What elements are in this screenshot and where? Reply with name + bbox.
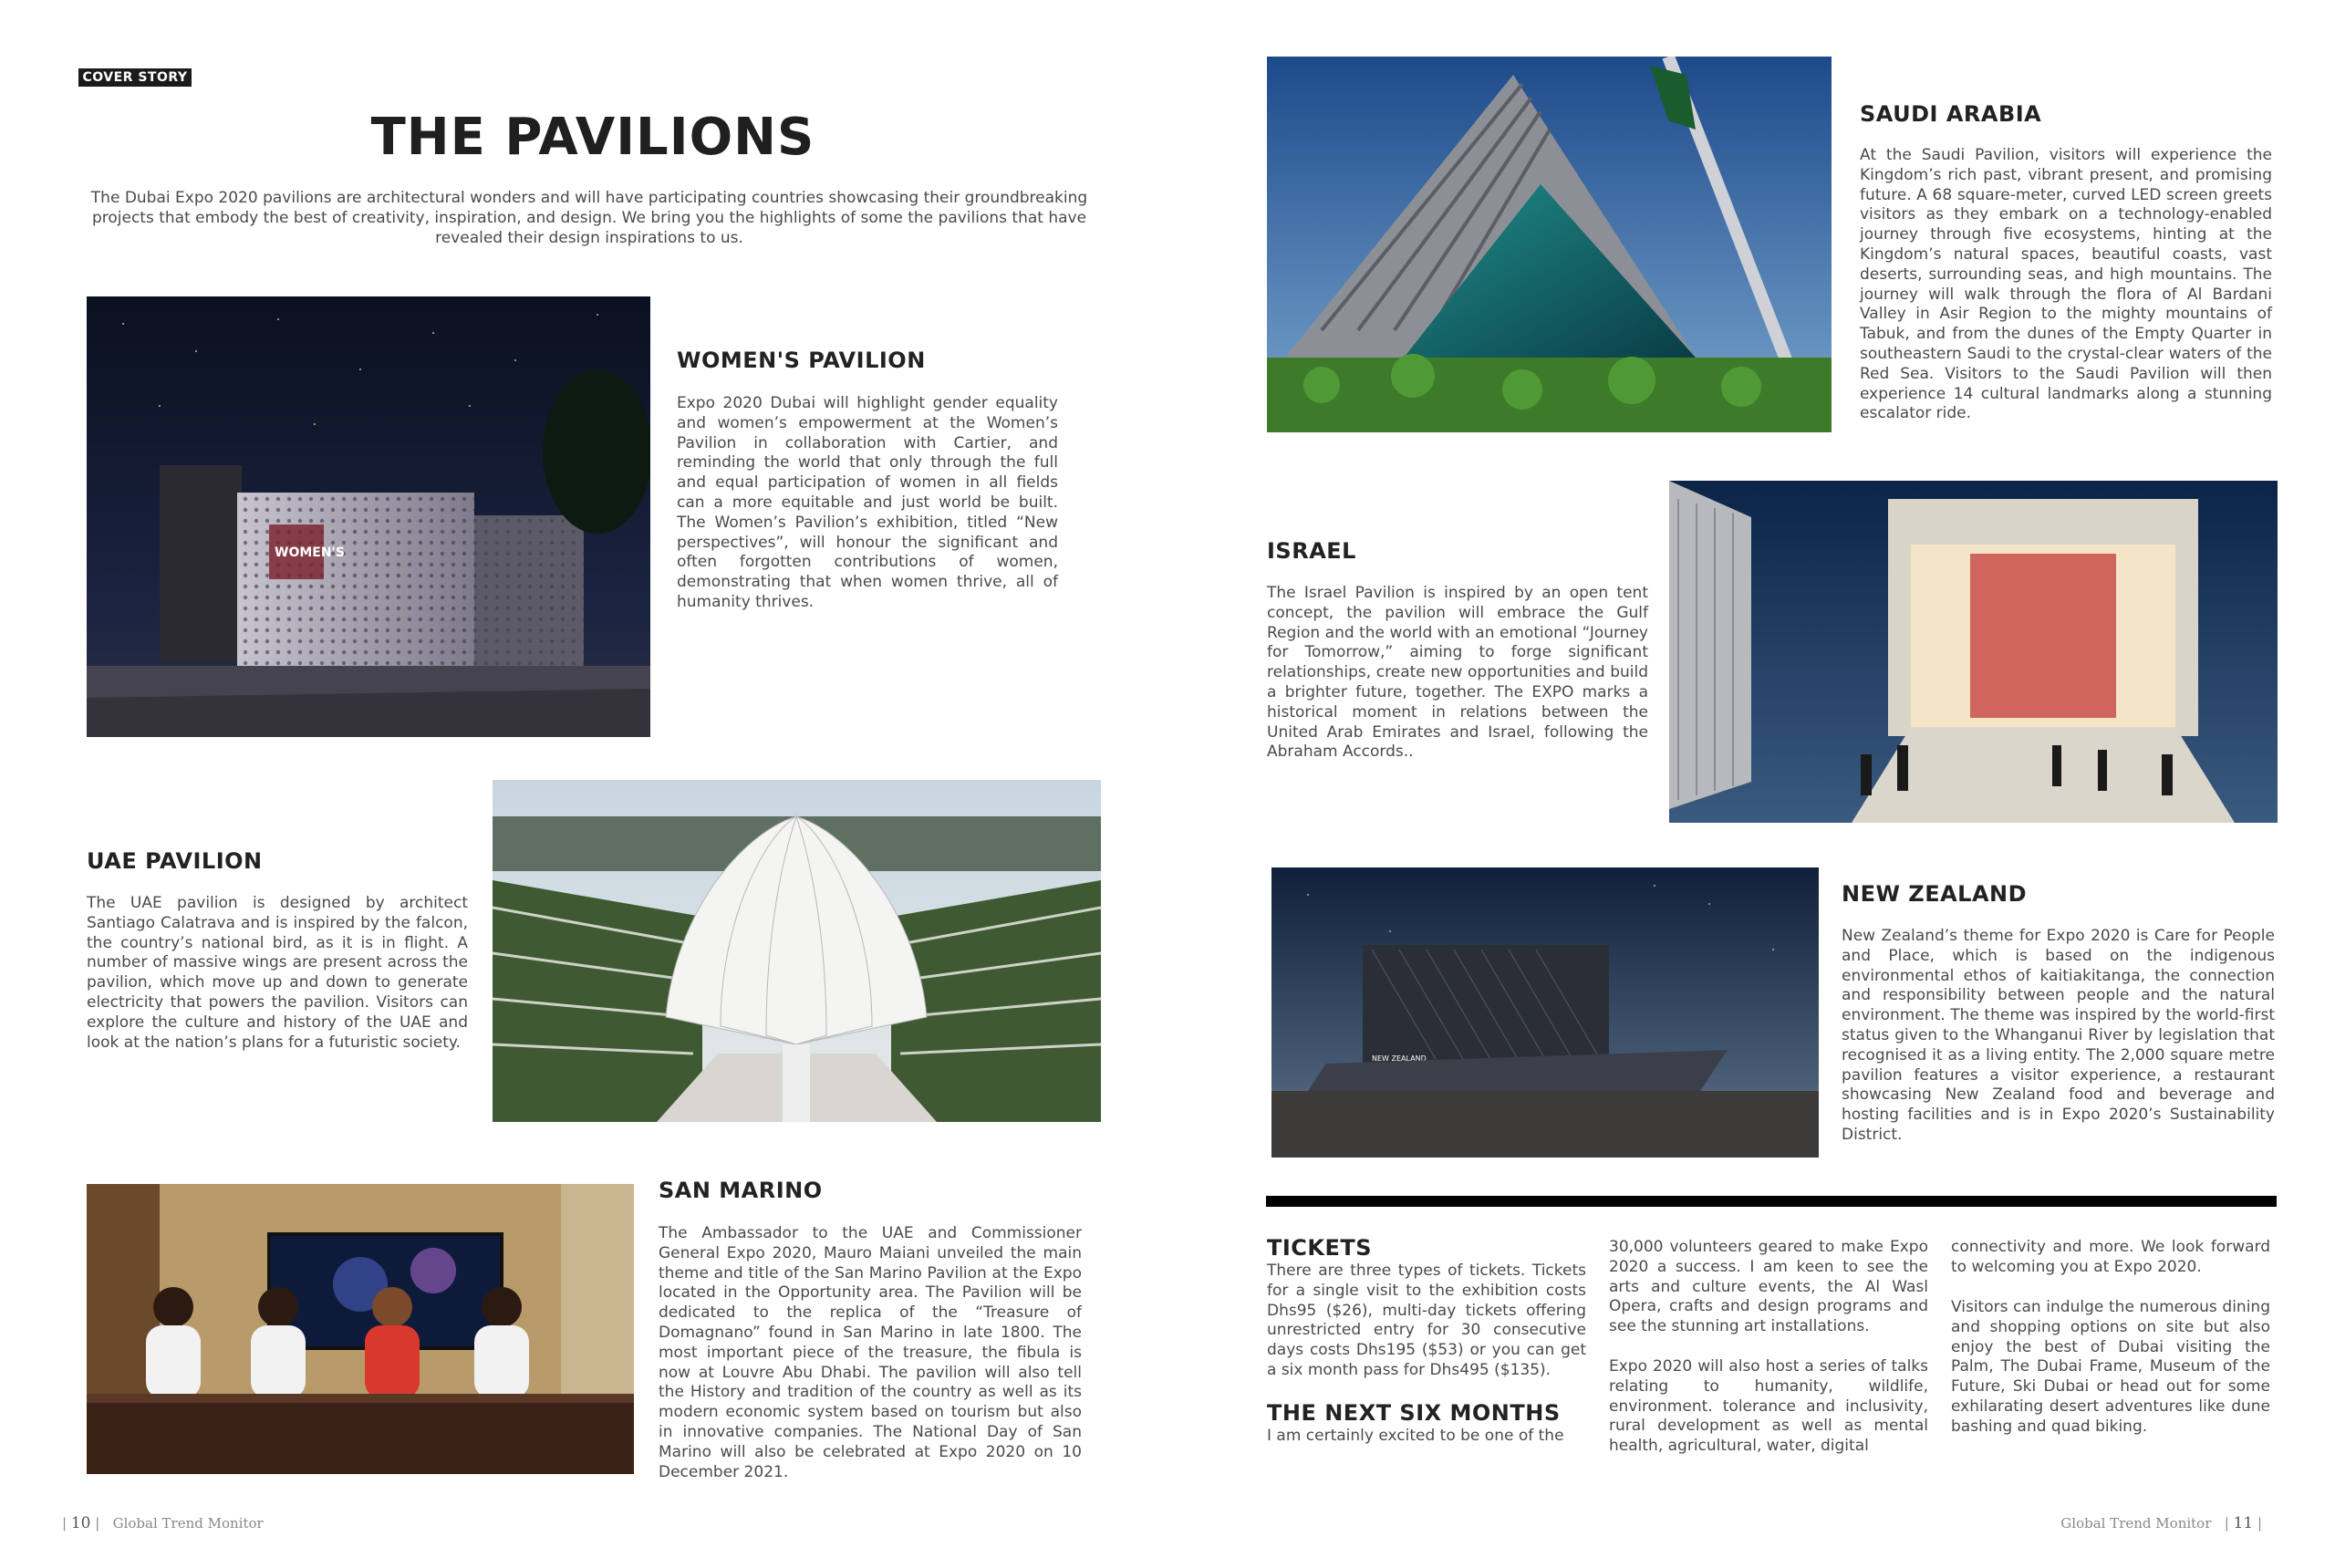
- womens-pavilion-text: Expo 2020 Dubai will highlight gender equality and women’s empowerment at the Women’s Pavilion in collaboration with Cartier, and reminding the world that only through the full and equal participation of women in all fields can a more equitable and just world be built. The Women’s Pavilion’s exhibition, titled “New perspectives”, will honour the significant and often forgotten contributions of women, demonstrating that when women thrive, all of humanity thrives.: [677, 394, 1058, 611]
- next-six-months-col3-para2: Visitors can indulge the numerous dining and shopping options on site but also enjoy the best of Dubai visiting the Palm, The Dubai Frame, Museum of the Future, Ski Dubai or head out for some exhilarating desert adventures like dune bashing and quad biking.: [1951, 1298, 2270, 1436]
- uae-pavilion-heading: UAE PAVILION: [87, 848, 263, 874]
- next-six-months-heading: THE NEXT SIX MONTHS: [1267, 1400, 1561, 1426]
- next-six-months-col1: I am certainly excited to be one of the: [1267, 1427, 1564, 1445]
- uae-pavilion-photo: [493, 780, 1101, 1122]
- israel-heading: ISRAEL: [1267, 538, 1356, 564]
- left-page-number: 10: [70, 1514, 91, 1532]
- uae-pavilion-text: The UAE pavilion is designed by architect Santiago Calatrava and is inspired by the falcon, the country’s national bird, as it is in flight. A number of massive wings are present across the pavilion, which move up and down to generate electricity that powers the pavilion. Visitors can explore the culture and history of the UAE and look at the nation’s plans for a futuristic society.: [87, 894, 468, 1052]
- next-six-months-col2-para1: 30,000 volunteers geared to make Expo 2020 a success. I am keen to see the arts and culture events, the Al Wasl Opera, crafts and design programs and see the stunning art installations.: [1609, 1238, 1928, 1336]
- san-marino-text: The Ambassador to the UAE and Commissioner General Expo 2020, Mauro Maiani unveiled the main theme and title of the San Marino Pavilion at the Expo located in the Opportunity area. The Pavilion will be dedicated to the replica of the “Treasure of Domagnano” found in San Marino in late 1800. The most important piece of the treasure, the fibula is now at Louvre Abu Dhabi. The pavilion will also tell the History and tradition of the country as well as its modern economic system based on tourism but also in innovative companies. The National Day of San Marino will also be celebrated at Expo 2020 on 10 December 2021.: [659, 1224, 1082, 1481]
- womens-pavilion-photo: [87, 296, 650, 737]
- intro-paragraph: The Dubai Expo 2020 pavilions are architectural wonders and will have participating countries showcasing their groundbreaking projects that embody the best of creativity, inspiration, and design. We bring you the highlights of some the pavilions that have revealed their design inspirations to us.: [90, 189, 1088, 247]
- right-page-number: 11: [2233, 1514, 2254, 1532]
- right-publication-name: Global Trend Monitor: [2060, 1515, 2212, 1532]
- saudi-pavilion-photo: [1267, 57, 1832, 432]
- section-badge: COVER STORY: [78, 68, 192, 87]
- new-zealand-text: New Zealand’s theme for Expo 2020 is Care for People and Place, which is based on the indigenous environmental ethos of kaitiakitanga, the connection and responsibility between people and the natural environment. The theme was inspired by the world-first status given to the Whanganui River by legislation that recognised it as a living entity. The 2,000 square metre pavilion features a visitor experience, a restaurant showcasing New Zealand food and beverage and hosting facilities and is in Expo 2020’s Sustainability District.: [1842, 927, 2275, 1144]
- section-divider-rule: [1266, 1196, 2277, 1207]
- next-six-months-col2-para2: Expo 2020 will also host a series of talks relating to humanity, wildlife, environment. tolerance and inclusivity, rural development as well as mental health, agricultural, water, digital: [1609, 1357, 1928, 1456]
- womens-sign-text: WOMEN'S: [275, 545, 345, 560]
- page-title: THE PAVILIONS: [370, 108, 815, 167]
- right-page-folio: Global Trend Monitor | 11 |: [2060, 1514, 2262, 1532]
- left-page-folio: | 10 | Global Trend Monitor: [62, 1514, 264, 1532]
- san-marino-photo: [87, 1184, 634, 1474]
- tickets-text: There are three types of tickets. Tickets for a single visit to the exhibition costs Dhs95 ($26), multi-day tickets offering unrestricted entry for 30 consecutive days costs Dhs195 ($53) or you can get a six month pass for Dhs495 ($135).: [1267, 1262, 1586, 1379]
- nz-sign-text: NEW ZEALAND: [1372, 1054, 1427, 1063]
- israel-text: The Israel Pavilion is inspired by an open tent concept, the pavilion will embrace the Gulf Region and the world with an emotional “Journey for Tomorrow,” aiming to forge significant relationships, create new opportunities and build a brighter future, together. The EXPO marks a historical moment in relations between the United Arab Emirates and Israel, following the Abraham Accords..: [1267, 584, 1648, 762]
- womens-pavilion-heading: WOMEN'S PAVILION: [677, 348, 926, 373]
- new-zealand-pavilion-photo: [1271, 867, 1819, 1158]
- saudi-arabia-text: At the Saudi Pavilion, visitors will experience the Kingdom’s rich past, vibrant present, and promising future. A 68 square-meter, curved LED screen greets visitors as they embark on a technology-enabled journey through five ecosystems, hinting at the Kingdom’s natural spaces, beautiful coasts, vast deserts, surrounding seas, and high mountains. The journey will walk through the flora of Al Bardani Valley in Asir Region to the mighty mountains of Tabuk, and from the dunes of the Empty Quarter in southeastern Saudi to the crystal-clear waters of the Red Sea. Visitors to the Saudi Pavilion will then experience 14 cultural landmarks along a stunning escalator ride.: [1860, 146, 2272, 423]
- san-marino-heading: SAN MARINO: [659, 1178, 823, 1203]
- israel-pavilion-photo: [1669, 481, 2278, 823]
- left-publication-name: Global Trend Monitor: [112, 1515, 264, 1532]
- new-zealand-heading: NEW ZEALAND: [1842, 881, 2028, 907]
- next-six-months-col3-para1: connectivity and more. We look forward to welcoming you at Expo 2020.: [1951, 1238, 2270, 1276]
- saudi-arabia-heading: SAUDI ARABIA: [1860, 101, 2042, 127]
- tickets-heading: TICKETS: [1267, 1235, 1373, 1261]
